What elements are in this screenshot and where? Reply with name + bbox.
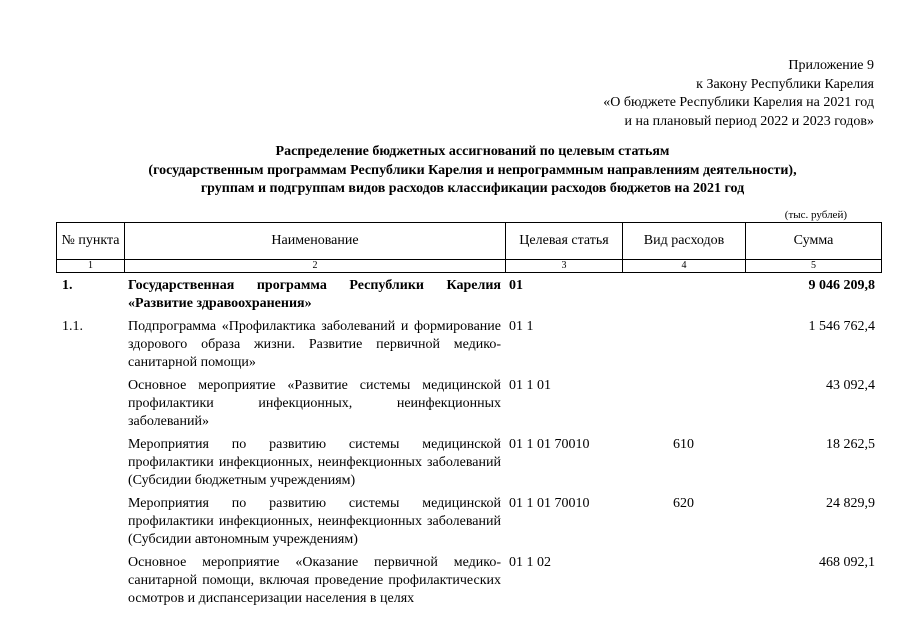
appendix-line-1: Приложение 9	[788, 58, 874, 73]
appendix-line-4: и на плановый период 2022 и 2023 годов»	[624, 113, 874, 129]
row-sum: 24 829,9	[826, 496, 875, 511]
header-code: Целевая статья	[506, 223, 623, 260]
row-name: Мероприятия по развитию системы медицинской профилактики инфекционных, неинфекционных заболеваний (Субсидии автономным учреждениям)	[128, 496, 501, 547]
row-sum: 1 546 762,4	[808, 319, 875, 334]
row-num	[56, 495, 124, 549]
row-sum: 43 092,4	[826, 378, 875, 393]
header-num: № пункта	[57, 223, 125, 260]
row-sum: 468 092,1	[819, 555, 875, 570]
header-name: Наименование	[125, 223, 506, 260]
row-code: 01 1 01	[509, 378, 551, 393]
row-code: 01	[509, 278, 523, 293]
header-kind: Вид расходов	[623, 223, 746, 260]
title-line-2: (государственным программам Республики Карелия и непрограммным направлениям деятельности),	[148, 162, 797, 178]
table-row	[56, 436, 881, 490]
col-number: 4	[623, 260, 746, 273]
row-num	[56, 554, 124, 608]
title-line-1: Распределение бюджетных ассигнований по целевым статьям	[275, 144, 670, 159]
row-num	[56, 377, 124, 431]
table-row	[56, 554, 881, 608]
units-note: (тыс. рублей)	[784, 209, 847, 221]
document-title	[50, 143, 895, 199]
column-numbers-row	[57, 260, 882, 273]
table-row	[56, 377, 881, 431]
col-number: 5	[746, 260, 882, 273]
col-number: 1	[57, 260, 125, 273]
title-line-3: группам и подгруппам видов расходов классификации расходов бюджетов на 2021 год	[200, 181, 745, 196]
header-sum: Сумма	[746, 223, 882, 260]
table-header	[56, 222, 882, 273]
col-number: 2	[125, 260, 506, 273]
row-code: 01 1 01 70010	[509, 496, 590, 511]
table-row	[56, 495, 881, 549]
row-kind: 610	[673, 437, 694, 452]
row-code: 01 1	[509, 319, 534, 334]
row-kind	[622, 277, 745, 313]
row-name: Основное мероприятие «Оказание первичной медико-санитарной помощи, включая проведение профилактических осмотров и диспансеризации населения в целях	[128, 555, 501, 606]
row-sum: 18 262,5	[826, 437, 875, 452]
row-name: Государственная программа Республики Карелия «Развитие здравоохранения»	[128, 278, 501, 311]
row-num	[56, 436, 124, 490]
row-kind	[622, 377, 745, 431]
row-name: Подпрограмма «Профилактика заболеваний и формирование здорового образа жизни. Развитие первичной медико-санитарной помощи»	[128, 319, 501, 370]
row-code: 01 1 02	[509, 555, 551, 570]
col-number: 3	[506, 260, 623, 273]
table-body	[56, 277, 881, 613]
row-code: 01 1 01 70010	[509, 437, 590, 452]
table-row	[56, 277, 881, 313]
row-kind	[622, 318, 745, 372]
appendix-line-2: к Закону Республики Карелия	[696, 76, 874, 92]
row-name: Мероприятия по развитию системы медицинской профилактики инфекционных, неинфекционных заболеваний (Субсидии бюджетным учреждениям)	[128, 437, 501, 488]
appendix-header	[454, 57, 874, 131]
row-sum: 9 046 209,8	[808, 278, 875, 293]
row-kind	[622, 554, 745, 608]
row-num: 1.	[62, 278, 73, 293]
row-name: Основное мероприятие «Развитие системы медицинской профилактики инфекционных, неинфекционных заболеваний»	[128, 378, 501, 429]
appendix-line-3: «О бюджете Республики Карелия на 2021 год	[603, 95, 874, 110]
row-kind: 620	[673, 496, 694, 511]
table-row	[56, 318, 881, 372]
row-num: 1.1.	[62, 319, 83, 334]
header-row	[57, 223, 882, 260]
